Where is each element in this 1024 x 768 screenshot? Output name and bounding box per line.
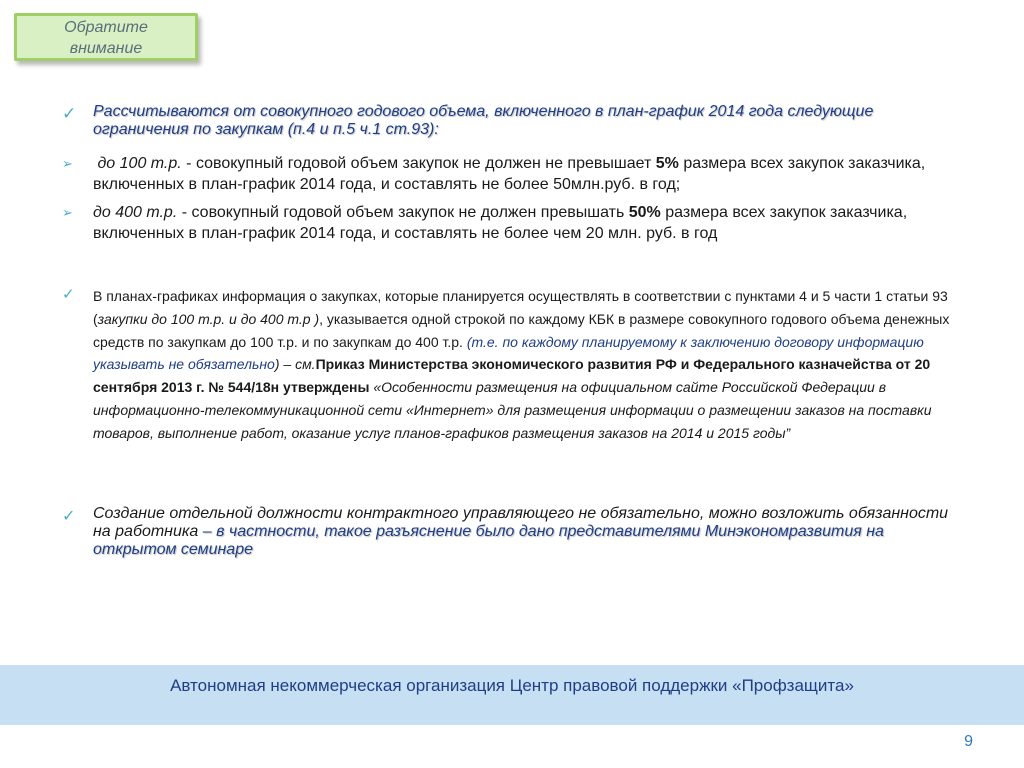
order-title: «Особенности размещения на официальном сайте Российской Федерации в информационно-телекоммуникационной сети «Интернет» для размещения информации о размещении заказов на поставки товаров, выполнение работ, оказание услуг планов-графиков размещения заказов на 2014 и 2015 годы” xyxy=(93,379,932,441)
note-optional: (т.е. по каждому планируемому к заключению договору информацию указывать не обязательно xyxy=(93,333,924,373)
bullet-text: до 100 т.р. - совокупный годовой объем закупок не должен не превышает 5% размера всех закупок заказчика, включенных в план-график 2014 года, и составлять не более 50млн.руб. в год; xyxy=(93,155,926,193)
limit-label: до 400 т.р. xyxy=(93,204,178,221)
check-icon: ✓ xyxy=(62,286,75,303)
footer-banner xyxy=(0,665,1024,725)
limit-percent: 50% xyxy=(628,204,661,221)
bullet-text: В планах-графиках информация о закупках, которые планируется осуществлять в соответствии с пунктами 4 и 5 части 1 статьи 93 (закупки до 100 т.р. и до 400 т.р ), указывается одной строкой по каждому КБК в размере совокупного годового объема денежных средств по закупкам до 100 т.р. и по закупкам до 400 т.р. (т.е. по каждому планируемому к заключению договору информацию указывать не обязательно) – см.Приказ Министерства экономического развития РФ и Федерального казначейства от 20 сентября 2013 г. № 544/18н утверждены «Особенности размещения на официальном сайте Российской Федерации в информационно-телекоммуникационной сети «Интернет» для размещения информации о размещении заказов на поставки товаров, выполнение работ, оказание услуг планов-графиков размещения заказов на 2014 и 2015 годы” xyxy=(93,288,950,441)
check-icon: ✓ xyxy=(62,104,77,123)
callout-line-1: Обратите xyxy=(64,19,148,36)
page-number: 9 xyxy=(964,733,973,750)
bullet-text: Рассчитываются от совокупного годового объема, включенного в план-график 2014 года следующие ограничения по закупкам (п.4 и п.5 ч.1 ст.93): xyxy=(93,103,874,138)
organization-name: Автономная некоммерческая организация Центр правовой поддержки «Профзащита» xyxy=(170,676,854,695)
arrow-bullet-icon: ➢ xyxy=(62,156,73,171)
check-icon: ✓ xyxy=(62,508,76,525)
callout-line-2: внимание xyxy=(69,40,143,57)
arrow-bullet-icon: ➢ xyxy=(62,205,73,220)
clarification-note: – в частности, такое разъяснение было дано представителями Минэкономразвития на открытом семинаре xyxy=(93,523,884,558)
bullet-text: Создание отдельной должности контрактного управляющего не обязательно, можно возложить обязанности на работника – в частности, такое разъяснение было дано представителями Минэкономразвития на открытом семинаре xyxy=(93,505,949,558)
bullet-text: до 400 т.р. - совокупный годовой объем закупок не должен превышать 50% размера всех закупок заказчика, включенных в план-график 2014 года, и составлять не более чем 20 млн. руб. в год xyxy=(93,204,908,242)
order-reference: Приказ Министерства экономического развития РФ и Федерального казначейства от 20 сентября 2013 г. № 544/18н утверждены xyxy=(93,356,931,396)
limit-label: до 100 т.р. xyxy=(97,155,182,172)
attention-callout xyxy=(14,13,198,61)
limit-percent: 5% xyxy=(655,155,679,172)
